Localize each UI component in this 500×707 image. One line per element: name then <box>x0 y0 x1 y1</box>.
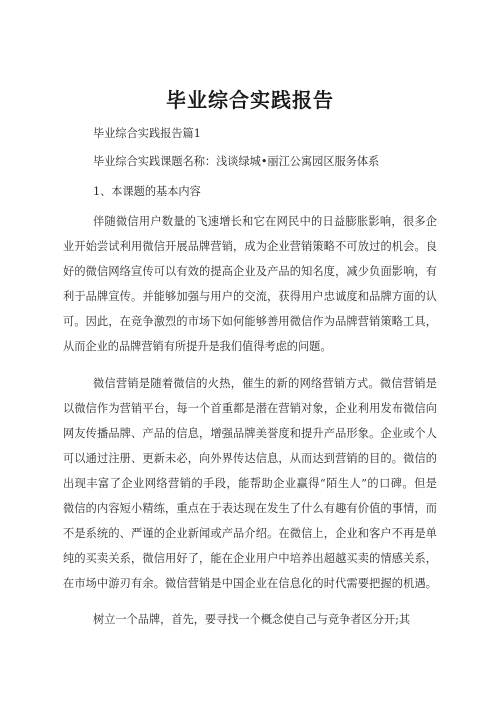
section-heading: 1、本课题的基本内容 <box>93 185 201 198</box>
paragraph-1-line-6: 从而企业的品牌营销有所提升是我们值得考虑的问题。 <box>63 340 332 353</box>
paragraph-2-line-1: 微信营销是随着微信的火热，催生的新的网络营销方式。微信营销是 <box>93 377 437 390</box>
paragraph-2-line-8: 纯的买卖关系，微信用好了，能在企业用户中培养出超越买卖的情感关系， <box>63 552 437 565</box>
paragraph-1-line-2: 业开始尝试利用微信开展品牌营销，成为企业营销策略不可放过的机会。良 <box>63 240 437 253</box>
paragraph-2-line-5: 出现丰富了企业网络营销的手段，能帮助企业赢得“陌生人”的口碑。但是 <box>63 477 437 490</box>
paragraph-1-line-1: 伴随微信用户数量的飞速增长和它在网民中的日益膨胀影响，很多企 <box>93 215 437 228</box>
topic-line: 毕业综合实践课题名称：浅谈绿城•丽江公寓园区服务体系 <box>93 155 380 168</box>
paragraph-1-line-5: 可。因此，在竞争激烈的市场下如何能够善用微信作为品牌营销策略工具， <box>63 315 437 328</box>
paragraph-3-line-1: 树立一个品牌，首先，要寻找一个概念使自己与竞争者区分开;其 <box>93 613 411 626</box>
report-subtitle: 毕业综合实践报告篇1 <box>93 127 201 140</box>
paragraph-1-line-3: 好的微信网络宣传可以有效的提高企业及产品的知名度，减少负面影响，有 <box>63 265 437 278</box>
paragraph-2-line-9: 在市场中游刃有余。微信营销是中国企业在信息化的时代需要把握的机遇。 <box>63 577 437 590</box>
paragraph-2-line-3: 网友传播品牌、产品的信息，增强品牌美誉度和提升产品形象。企业或个人 <box>63 427 437 440</box>
document-title: 毕业综合实践报告 <box>166 88 334 112</box>
paragraph-2-line-4: 可以通过注册、更新未必，向外界传达信息，从而达到营销的目的。微信的 <box>63 452 437 465</box>
paragraph-1-line-4: 利于品牌宣传。并能够加强与用户的交流，获得用户忠诚度和品牌方面的认 <box>63 290 437 303</box>
paragraph-2-line-2: 以微信作为营销平台，每一个首重都是潜在营销对象，企业利用发布微信向 <box>63 402 437 415</box>
paragraph-2-line-6: 微信的内容短小精练，重点在于表达现在发生了什么有趣有价值的事情，而 <box>63 502 437 515</box>
paragraph-2-line-7: 不是系统的、严谨的企业新闻或产品介绍。在微信上，企业和客户不再是单 <box>63 527 437 540</box>
